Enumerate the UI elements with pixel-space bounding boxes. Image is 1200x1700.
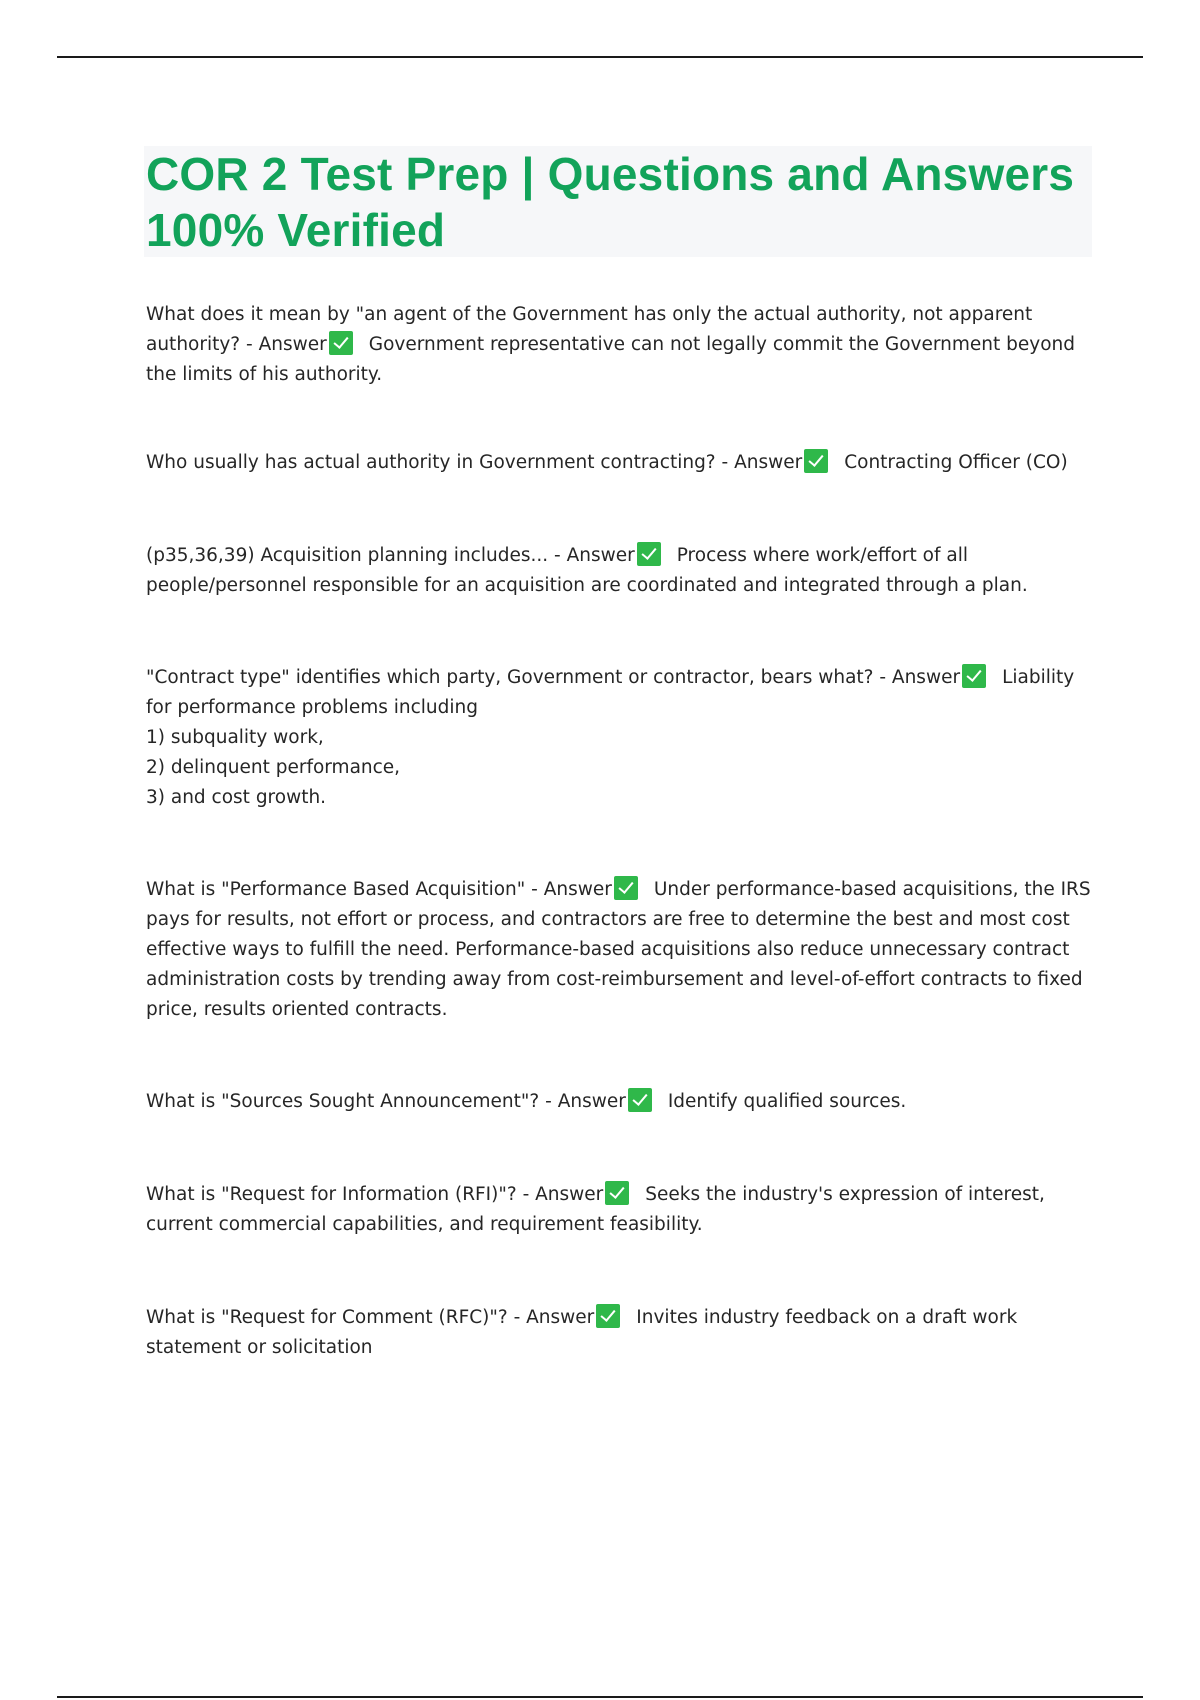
answer-text: Identify qualified sources. [667, 1091, 907, 1112]
top-rule [57, 56, 1143, 58]
qa-list [146, 300, 1092, 1363]
answer-marker: - Answer [522, 1184, 604, 1205]
checkmark-icon [596, 1304, 620, 1328]
question-text: Who usually has actual authority in Government contracting? [146, 452, 716, 473]
qa-item [146, 300, 1092, 390]
checkmark-icon [605, 1181, 629, 1205]
answer-marker: - Answer [531, 879, 612, 900]
list-item: 2) delinquent performance, [146, 757, 401, 778]
checkmark-icon [637, 542, 661, 566]
qa-item [146, 448, 1092, 478]
answer-marker: - Answer [554, 545, 635, 566]
qa-item [146, 1180, 1092, 1240]
qa-item [146, 541, 1092, 601]
question-text: What is "Sources Sought Announcement"? [146, 1091, 540, 1112]
question-text: (p35,36,39) Acquisition planning includes... [146, 545, 549, 566]
answer-marker: - Answer [879, 667, 961, 688]
answer-marker: - Answer [513, 1307, 595, 1328]
list-item: 3) and cost growth. [146, 787, 327, 808]
list-item: 1) subquality work, [146, 727, 324, 748]
bottom-rule [57, 1696, 1143, 1698]
checkmark-icon [614, 876, 638, 900]
document-title: COR 2 Test Prep | Questions and Answers 100% Verified [146, 148, 1075, 256]
qa-item [146, 663, 1092, 813]
checkmark-icon [628, 1088, 652, 1112]
question-text: "Contract type" identifies which party, Government or contractor, bears what? [146, 667, 874, 688]
checkmark-icon [329, 331, 353, 355]
answer-marker: - Answer [545, 1091, 626, 1112]
question-text: What is "Request for Information (RFI)"? [146, 1184, 517, 1205]
answer-text: Contracting Officer (CO) [844, 452, 1068, 473]
qa-item [146, 1087, 1092, 1117]
answer-text: Process where work/effort of all people/personnel responsible for an acquisition are coordinated and integrated through a plan. [146, 545, 1028, 596]
checkmark-icon [804, 449, 828, 473]
answer-text: Government representative can not legally commit the Government beyond the limits of his authority. [146, 334, 1075, 385]
title-block [144, 146, 1092, 257]
answer-text: Under performance-based acquisitions, the IRS pays for results, not effort or process, and contractors are free to determine the best and most cost effective ways to fulfill the need. Performance-based acquisitions also reduce unnecessary contract administration costs by trending away from cost-reimbursement and level-of-effort contracts to fixed price, results oriented contracts. [146, 879, 1091, 1020]
checkmark-icon [962, 664, 986, 688]
answer-text: Liability for performance problems including [146, 667, 1075, 718]
answer-text: Invites industry feedback on a draft work statement or solicitation [146, 1307, 1018, 1358]
question-text: What is "Performance Based Acquisition" [146, 879, 526, 900]
answer-marker: - Answer [246, 334, 327, 355]
qa-item [146, 1303, 1092, 1363]
answer-text: Seeks the industry's expression of interest, current commercial capabilities, and requirement feasibility. [146, 1184, 1045, 1235]
answer-marker: - Answer [721, 452, 803, 473]
qa-item [146, 875, 1092, 1025]
question-text: What does it mean by "an agent of the Government has only the actual authority, not apparent authority? [146, 304, 1033, 355]
question-text: What is "Request for Comment (RFC)"? [146, 1307, 508, 1328]
